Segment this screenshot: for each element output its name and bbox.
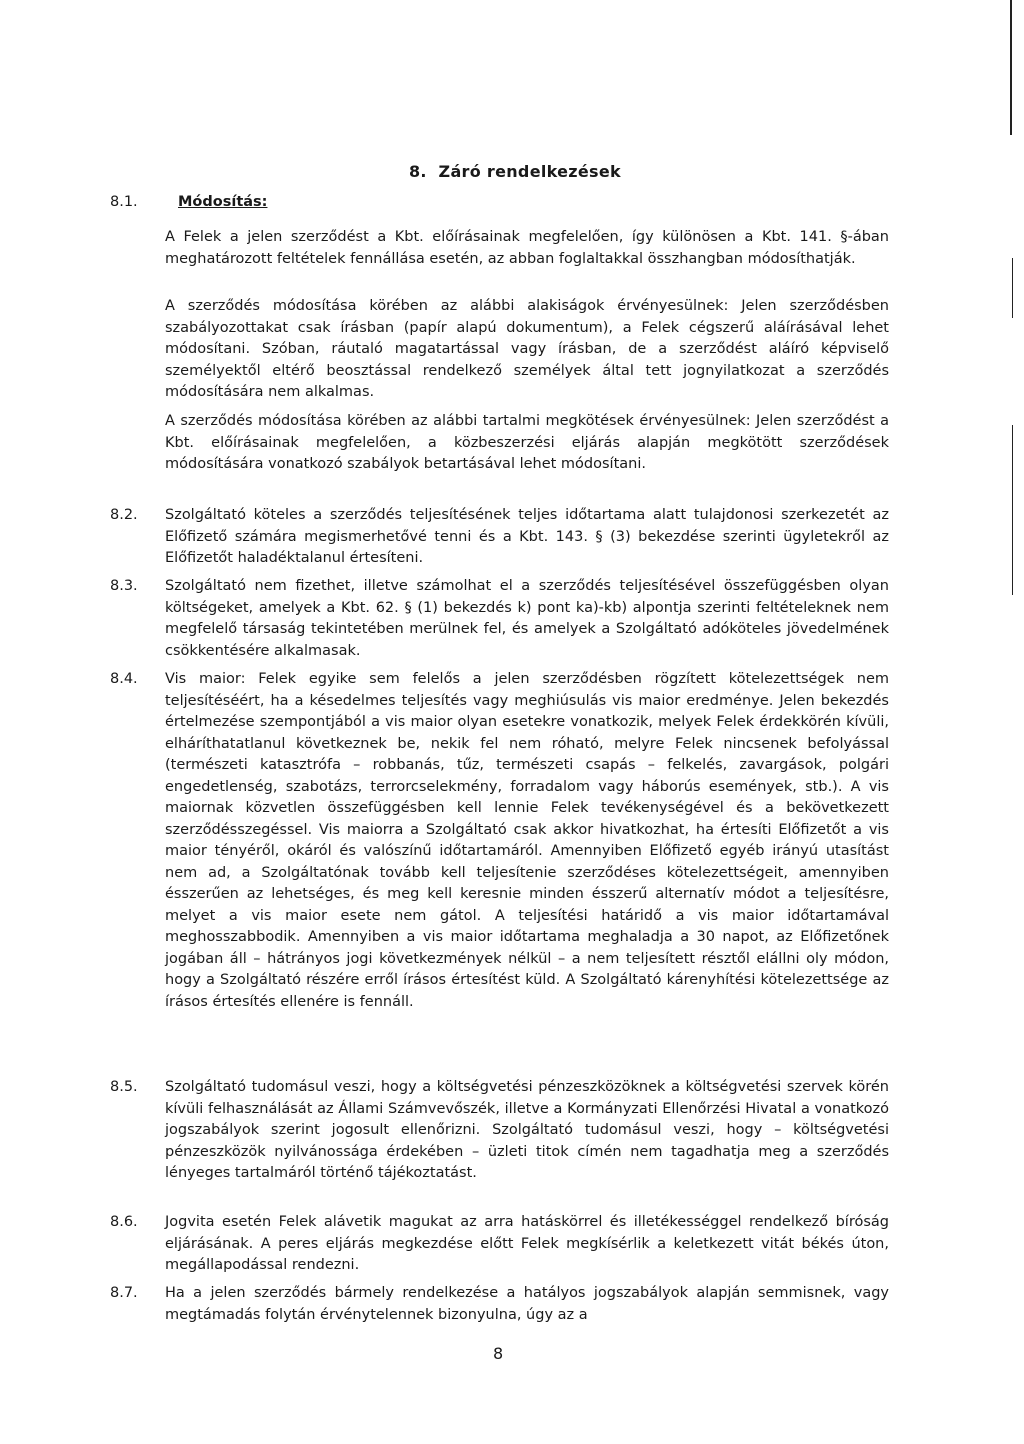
- paragraph-8-5: Szolgáltató tudomásul veszi, hogy a költségvetési pénzeszközöknek a költségvetési szervek körén kívüli felhasználását az Állami Számvevőszék, illetve a Kormányzati Ellenőrzési Hivatal a vonatkozó jogszabályok szerint jogosult ellenőrizni. Szolgáltató tudomásul veszi, hogy – költségvetési pénzeszközök nyilvánossága érdekében – üzleti titok címén nem tagadhatja meg a szerződés lényeges tartalmáról történő tájékoztatást.: [165, 1079, 889, 1181]
- subsection-number: 8.1.: [110, 194, 138, 210]
- paragraph-8-6: Jogvita esetén Felek alávetik magukat az arra hatáskörrel és illetékességgel rendelkező bíróság eljárásának. A peres eljárás megkezdése előtt Felek megkísérlik a keletkezett vitát békés úton, megállapodással rendezni.: [165, 1214, 889, 1273]
- paragraph-8-1-c: A szerződés módosítása körében az alábbi tartalmi megkötések érvényesülnek: Jelen szerződést a Kbt. előírásainak megfelelően, a közbeszerzési eljárás alapján megkötött szerződések módosítására vonatkozó szabályok betartásával lehet módosítani.: [165, 413, 889, 472]
- section-heading: 8. Záró rendelkezések: [409, 162, 621, 181]
- paragraph-number-8-3: 8.3.: [110, 578, 138, 594]
- scan-edge-line-top: [1010, 0, 1012, 135]
- paragraph-number-8-5: 8.5.: [110, 1079, 138, 1095]
- scan-edge-line-mid: [1012, 258, 1013, 318]
- paragraph-8-7: Ha a jelen szerződés bármely rendelkezése a hatályos jogszabályok alapján semmisnek, vagy megtámadás folytán érvénytelennek bizonyulna, úgy az a: [165, 1285, 889, 1323]
- page-number: 8: [493, 1344, 504, 1363]
- paragraph-8-3: Szolgáltató nem fizethet, illetve számolhat el a szerződés teljesítésével összefüggésben olyan költségeket, amelyek a Kbt. 62. § (1) bekezdés k) pont ka)-kb) alpontja szerinti feltételeknek nem megfelelő társaság tekintetében merülnek fel, és amelyek a Szolgáltató adóköteles jövedelmének csökkentésére alkalmasak.: [165, 578, 889, 659]
- subsection-title: Módosítás:: [178, 194, 268, 210]
- scan-edge-line-low: [1012, 425, 1013, 595]
- paragraph-number-8-6: 8.6.: [110, 1214, 138, 1230]
- paragraph-8-2: Szolgáltató köteles a szerződés teljesítésének teljes időtartama alatt tulajdonosi szerkezetét az Előfizető számára megismerhetővé tenni és a Kbt. 143. § (3) bekezdése szerinti ügyletekről az Előfizetőt haladéktalanul értesíteni.: [165, 507, 889, 566]
- paragraph-number-8-4: 8.4.: [110, 671, 138, 687]
- paragraph-8-1-a: A Felek a jelen szerződést a Kbt. előírásainak megfelelően, így különösen a Kbt. 141. §-ában meghatározott feltételek fennállása esetén, az abban foglaltakkal összhangban módosíthatják.: [165, 229, 889, 267]
- paragraph-8-4: Vis maior: Felek egyike sem felelős a jelen szerződésben rögzített kötelezettségek nem teljesítéséért, ha a késedelmes teljesítés vagy meghiúsulás vis maior eredménye. Jelen bekezdés értelmezése szempontjából a vis maior olyan esetekre vonatkozik, melyek Felek érdekkörén kívüli, elháríthatatlanul következnek be, nekik fel nem róható, melyre Felek nincsenek befolyással (természeti katasztrófa – robbanás, tűz, természeti csapás – felkelés, zavargások, polgári engedetlenség, szabotázs, terrorcselekmény, forradalom vagy háborús események, stb.). A vis maiornak közvetlen összefüggésben kell lennie Felek tevékenységével és a bekövetkezett szerződésszegéssel. Vis maiorra a Szolgáltató csak akkor hivatkozhat, ha értesíti Előfizetőt a vis maior tényéről, okáról és valószínű időtartamáról. Amennyiben Előfizető egyéb irányú utasítást nem ad, a Szolgáltatónak tovább kell teljesítenie szerződéses kötelezettségeit, amennyiben ésszerűen az lehetséges, és meg kell keresnie minden ésszerű alternatív módot a teljesítésre, melyet a vis maior esete nem gátol. A teljesítési határidő a vis maior időtartamával meghosszabbodik. Amennyiben a vis maior időtartama meghaladja a 30 napot, az Előfizetőnek jogában áll – hátrányos jogi következmények nélkül – a nem teljesített résztől elállni oly módon, hogy a Szolgáltató részére erről írásos értesítést küld. A Szolgáltató kárenyhítési kötelezettsége az írásos értesítés ellenére is fennáll.: [165, 671, 889, 1010]
- paragraph-number-8-2: 8.2.: [110, 507, 138, 523]
- paragraph-8-1-b: A szerződés módosítása körében az alábbi alakiságok érvényesülnek: Jelen szerződésben szabályozottakat csak írásban (papír alapú dokumentum), a Felek cégszerű aláírásával lehet módosítani. Szóban, ráutaló magatartással vagy írásban, de a szerződést aláíró képviselő személyektől eltérő beosztással rendelkező személyek által tett jognyilatkozat a szerződés módosítására nem alkalmas.: [165, 298, 889, 400]
- paragraph-number-8-7: 8.7.: [110, 1285, 138, 1301]
